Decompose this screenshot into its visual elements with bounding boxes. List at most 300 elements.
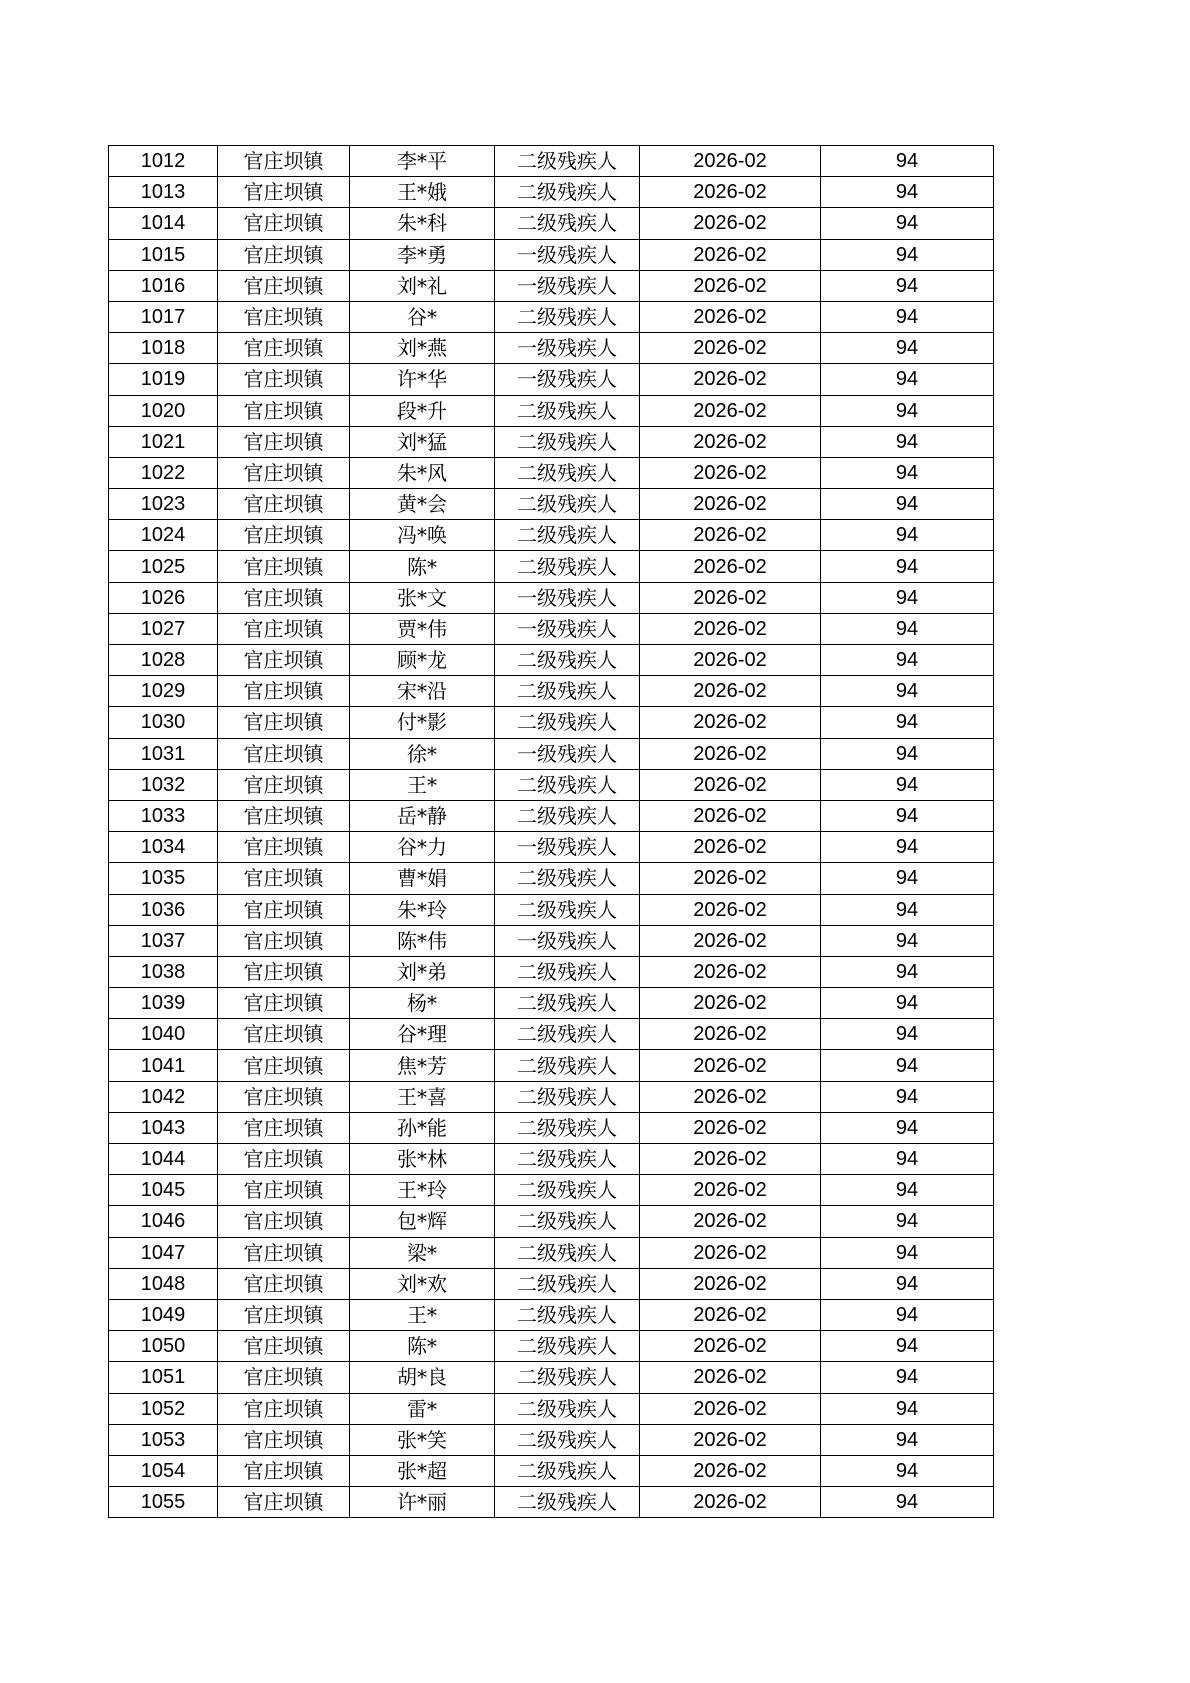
amount-cell: 94 (821, 582, 994, 613)
month-cell: 2026-02 (640, 1299, 821, 1330)
town-cell: 官庄坝镇 (218, 1362, 350, 1393)
person-name-cell: 张*林 (350, 1144, 495, 1175)
disability-level-cell: 一级残疾人 (495, 270, 640, 301)
amount-cell: 94 (821, 676, 994, 707)
town-cell: 官庄坝镇 (218, 146, 350, 177)
table-row (109, 863, 994, 894)
month-cell: 2026-02 (640, 364, 821, 395)
person-name-cell: 张*超 (350, 1455, 495, 1486)
town-cell: 官庄坝镇 (218, 1331, 350, 1362)
town-cell: 官庄坝镇 (218, 1268, 350, 1299)
month-cell: 2026-02 (640, 613, 821, 644)
month-cell: 2026-02 (640, 894, 821, 925)
table-row (109, 301, 994, 332)
person-name-cell: 徐* (350, 738, 495, 769)
amount-cell: 94 (821, 988, 994, 1019)
month-cell: 2026-02 (640, 270, 821, 301)
town-cell: 官庄坝镇 (218, 645, 350, 676)
amount-cell: 94 (821, 489, 994, 520)
serial-number-cell: 1016 (109, 270, 218, 301)
serial-number-cell: 1052 (109, 1393, 218, 1424)
table-row (109, 426, 994, 457)
month-cell: 2026-02 (640, 1175, 821, 1206)
table-row (109, 1393, 994, 1424)
table-row (109, 956, 994, 987)
person-name-cell: 刘*礼 (350, 270, 495, 301)
disability-level-cell: 二级残疾人 (495, 301, 640, 332)
town-cell: 官庄坝镇 (218, 956, 350, 987)
disability-level-cell: 二级残疾人 (495, 800, 640, 831)
amount-cell: 94 (821, 707, 994, 738)
town-cell: 官庄坝镇 (218, 1455, 350, 1486)
month-cell: 2026-02 (640, 146, 821, 177)
town-cell: 官庄坝镇 (218, 582, 350, 613)
person-name-cell: 刘*燕 (350, 333, 495, 364)
town-cell: 官庄坝镇 (218, 1206, 350, 1237)
person-name-cell: 包*辉 (350, 1206, 495, 1237)
serial-number-cell: 1040 (109, 1019, 218, 1050)
serial-number-cell: 1023 (109, 489, 218, 520)
serial-number-cell: 1021 (109, 426, 218, 457)
town-cell: 官庄坝镇 (218, 1393, 350, 1424)
town-cell: 官庄坝镇 (218, 270, 350, 301)
month-cell: 2026-02 (640, 956, 821, 987)
month-cell: 2026-02 (640, 676, 821, 707)
amount-cell: 94 (821, 832, 994, 863)
person-name-cell: 王*娥 (350, 177, 495, 208)
serial-number-cell: 1033 (109, 800, 218, 831)
month-cell: 2026-02 (640, 333, 821, 364)
amount-cell: 94 (821, 1144, 994, 1175)
disability-level-cell: 一级残疾人 (495, 239, 640, 270)
amount-cell: 94 (821, 894, 994, 925)
person-name-cell: 贾*伟 (350, 613, 495, 644)
amount-cell: 94 (821, 1331, 994, 1362)
table-row (109, 520, 994, 551)
disability-level-cell: 二级残疾人 (495, 769, 640, 800)
town-cell: 官庄坝镇 (218, 1299, 350, 1330)
town-cell: 官庄坝镇 (218, 925, 350, 956)
month-cell: 2026-02 (640, 426, 821, 457)
month-cell: 2026-02 (640, 800, 821, 831)
amount-cell: 94 (821, 1206, 994, 1237)
serial-number-cell: 1050 (109, 1331, 218, 1362)
table-row (109, 1050, 994, 1081)
person-name-cell: 段*升 (350, 395, 495, 426)
serial-number-cell: 1022 (109, 457, 218, 488)
town-cell: 官庄坝镇 (218, 1050, 350, 1081)
table-row (109, 582, 994, 613)
month-cell: 2026-02 (640, 1144, 821, 1175)
serial-number-cell: 1019 (109, 364, 218, 395)
table-row (109, 208, 994, 239)
month-cell: 2026-02 (640, 1393, 821, 1424)
serial-number-cell: 1012 (109, 146, 218, 177)
disability-level-cell: 二级残疾人 (495, 1424, 640, 1455)
disability-level-cell: 二级残疾人 (495, 177, 640, 208)
disability-level-cell: 二级残疾人 (495, 1144, 640, 1175)
disability-level-cell: 二级残疾人 (495, 1081, 640, 1112)
serial-number-cell: 1036 (109, 894, 218, 925)
serial-number-cell: 1049 (109, 1299, 218, 1330)
town-cell: 官庄坝镇 (218, 707, 350, 738)
table-row (109, 395, 994, 426)
table-row (109, 1175, 994, 1206)
serial-number-cell: 1025 (109, 551, 218, 582)
amount-cell: 94 (821, 1487, 994, 1518)
town-cell: 官庄坝镇 (218, 395, 350, 426)
month-cell: 2026-02 (640, 707, 821, 738)
table-row (109, 1455, 994, 1486)
disability-level-cell: 二级残疾人 (495, 988, 640, 1019)
person-name-cell: 张*笑 (350, 1424, 495, 1455)
table-row (109, 645, 994, 676)
town-cell: 官庄坝镇 (218, 1424, 350, 1455)
person-name-cell: 付*影 (350, 707, 495, 738)
serial-number-cell: 1032 (109, 769, 218, 800)
serial-number-cell: 1047 (109, 1237, 218, 1268)
town-cell: 官庄坝镇 (218, 520, 350, 551)
amount-cell: 94 (821, 1268, 994, 1299)
table-row (109, 894, 994, 925)
month-cell: 2026-02 (640, 769, 821, 800)
serial-number-cell: 1039 (109, 988, 218, 1019)
serial-number-cell: 1053 (109, 1424, 218, 1455)
month-cell: 2026-02 (640, 1455, 821, 1486)
person-name-cell: 谷* (350, 301, 495, 332)
month-cell: 2026-02 (640, 988, 821, 1019)
person-name-cell: 宋*沿 (350, 676, 495, 707)
amount-cell: 94 (821, 239, 994, 270)
month-cell: 2026-02 (640, 1019, 821, 1050)
month-cell: 2026-02 (640, 738, 821, 769)
serial-number-cell: 1020 (109, 395, 218, 426)
town-cell: 官庄坝镇 (218, 457, 350, 488)
table-row (109, 1362, 994, 1393)
town-cell: 官庄坝镇 (218, 769, 350, 800)
person-name-cell: 陈* (350, 551, 495, 582)
month-cell: 2026-02 (640, 177, 821, 208)
month-cell: 2026-02 (640, 551, 821, 582)
serial-number-cell: 1035 (109, 863, 218, 894)
amount-cell: 94 (821, 426, 994, 457)
month-cell: 2026-02 (640, 582, 821, 613)
town-cell: 官庄坝镇 (218, 676, 350, 707)
person-name-cell: 冯*唤 (350, 520, 495, 551)
person-name-cell: 顾*龙 (350, 645, 495, 676)
table-row (109, 1206, 994, 1237)
person-name-cell: 朱*科 (350, 208, 495, 239)
month-cell: 2026-02 (640, 1331, 821, 1362)
town-cell: 官庄坝镇 (218, 738, 350, 769)
person-name-cell: 刘*欢 (350, 1268, 495, 1299)
serial-number-cell: 1029 (109, 676, 218, 707)
person-name-cell: 谷*理 (350, 1019, 495, 1050)
month-cell: 2026-02 (640, 1112, 821, 1143)
person-name-cell: 陈*伟 (350, 925, 495, 956)
amount-cell: 94 (821, 146, 994, 177)
table-row (109, 177, 994, 208)
town-cell: 官庄坝镇 (218, 208, 350, 239)
table-row (109, 738, 994, 769)
person-name-cell: 岳*静 (350, 800, 495, 831)
amount-cell: 94 (821, 1050, 994, 1081)
amount-cell: 94 (821, 1237, 994, 1268)
amount-cell: 94 (821, 738, 994, 769)
person-name-cell: 李*勇 (350, 239, 495, 270)
table-row (109, 489, 994, 520)
table-row (109, 769, 994, 800)
disability-level-cell: 一级残疾人 (495, 613, 640, 644)
table-row (109, 551, 994, 582)
month-cell: 2026-02 (640, 395, 821, 426)
serial-number-cell: 1037 (109, 925, 218, 956)
month-cell: 2026-02 (640, 832, 821, 863)
roster-table-body (109, 146, 994, 1518)
disability-level-cell: 二级残疾人 (495, 894, 640, 925)
serial-number-cell: 1031 (109, 738, 218, 769)
serial-number-cell: 1015 (109, 239, 218, 270)
serial-number-cell: 1045 (109, 1175, 218, 1206)
serial-number-cell: 1013 (109, 177, 218, 208)
town-cell: 官庄坝镇 (218, 800, 350, 831)
disability-level-cell: 二级残疾人 (495, 426, 640, 457)
disability-level-cell: 二级残疾人 (495, 863, 640, 894)
amount-cell: 94 (821, 1299, 994, 1330)
amount-cell: 94 (821, 301, 994, 332)
table-row (109, 988, 994, 1019)
amount-cell: 94 (821, 1455, 994, 1486)
disability-level-cell: 二级残疾人 (495, 1237, 640, 1268)
town-cell: 官庄坝镇 (218, 1487, 350, 1518)
town-cell: 官庄坝镇 (218, 426, 350, 457)
disability-level-cell: 二级残疾人 (495, 1299, 640, 1330)
town-cell: 官庄坝镇 (218, 1237, 350, 1268)
town-cell: 官庄坝镇 (218, 364, 350, 395)
month-cell: 2026-02 (640, 1424, 821, 1455)
table-row (109, 239, 994, 270)
disability-level-cell: 二级残疾人 (495, 1175, 640, 1206)
town-cell: 官庄坝镇 (218, 832, 350, 863)
disability-level-cell: 一级残疾人 (495, 738, 640, 769)
subsidy-roster-table (108, 145, 994, 1518)
amount-cell: 94 (821, 769, 994, 800)
table-row (109, 333, 994, 364)
amount-cell: 94 (821, 551, 994, 582)
table-row (109, 1112, 994, 1143)
month-cell: 2026-02 (640, 239, 821, 270)
person-name-cell: 刘*弟 (350, 956, 495, 987)
person-name-cell: 杨* (350, 988, 495, 1019)
amount-cell: 94 (821, 800, 994, 831)
table-row (109, 676, 994, 707)
serial-number-cell: 1030 (109, 707, 218, 738)
month-cell: 2026-02 (640, 1362, 821, 1393)
serial-number-cell: 1048 (109, 1268, 218, 1299)
amount-cell: 94 (821, 208, 994, 239)
person-name-cell: 谷*力 (350, 832, 495, 863)
serial-number-cell: 1041 (109, 1050, 218, 1081)
town-cell: 官庄坝镇 (218, 894, 350, 925)
amount-cell: 94 (821, 1393, 994, 1424)
person-name-cell: 黄*会 (350, 489, 495, 520)
table-row (109, 270, 994, 301)
serial-number-cell: 1028 (109, 645, 218, 676)
disability-level-cell: 一级残疾人 (495, 582, 640, 613)
serial-number-cell: 1055 (109, 1487, 218, 1518)
month-cell: 2026-02 (640, 1487, 821, 1518)
disability-level-cell: 二级残疾人 (495, 1455, 640, 1486)
person-name-cell: 许*丽 (350, 1487, 495, 1518)
table-row (109, 457, 994, 488)
table-row (109, 925, 994, 956)
table-row (109, 832, 994, 863)
month-cell: 2026-02 (640, 1081, 821, 1112)
disability-level-cell: 二级残疾人 (495, 1206, 640, 1237)
person-name-cell: 李*平 (350, 146, 495, 177)
disability-level-cell: 二级残疾人 (495, 146, 640, 177)
disability-level-cell: 二级残疾人 (495, 1019, 640, 1050)
disability-level-cell: 二级残疾人 (495, 1050, 640, 1081)
town-cell: 官庄坝镇 (218, 301, 350, 332)
month-cell: 2026-02 (640, 1050, 821, 1081)
town-cell: 官庄坝镇 (218, 1019, 350, 1050)
disability-level-cell: 二级残疾人 (495, 707, 640, 738)
amount-cell: 94 (821, 613, 994, 644)
disability-level-cell: 二级残疾人 (495, 395, 640, 426)
table-row (109, 1487, 994, 1518)
amount-cell: 94 (821, 863, 994, 894)
town-cell: 官庄坝镇 (218, 239, 350, 270)
table-row (109, 1019, 994, 1050)
table-row (109, 1268, 994, 1299)
month-cell: 2026-02 (640, 1268, 821, 1299)
person-name-cell: 王*玲 (350, 1175, 495, 1206)
town-cell: 官庄坝镇 (218, 1081, 350, 1112)
table-row (109, 1237, 994, 1268)
amount-cell: 94 (821, 1175, 994, 1206)
town-cell: 官庄坝镇 (218, 551, 350, 582)
month-cell: 2026-02 (640, 1237, 821, 1268)
person-name-cell: 王* (350, 1299, 495, 1330)
serial-number-cell: 1042 (109, 1081, 218, 1112)
table-row (109, 1299, 994, 1330)
amount-cell: 94 (821, 177, 994, 208)
disability-level-cell: 二级残疾人 (495, 956, 640, 987)
table-row (109, 364, 994, 395)
month-cell: 2026-02 (640, 457, 821, 488)
amount-cell: 94 (821, 1081, 994, 1112)
town-cell: 官庄坝镇 (218, 177, 350, 208)
disability-level-cell: 二级残疾人 (495, 1393, 640, 1424)
amount-cell: 94 (821, 270, 994, 301)
person-name-cell: 刘*猛 (350, 426, 495, 457)
month-cell: 2026-02 (640, 301, 821, 332)
person-name-cell: 雷* (350, 1393, 495, 1424)
amount-cell: 94 (821, 956, 994, 987)
month-cell: 2026-02 (640, 520, 821, 551)
month-cell: 2026-02 (640, 208, 821, 239)
town-cell: 官庄坝镇 (218, 489, 350, 520)
person-name-cell: 许*华 (350, 364, 495, 395)
serial-number-cell: 1034 (109, 832, 218, 863)
serial-number-cell: 1027 (109, 613, 218, 644)
town-cell: 官庄坝镇 (218, 1175, 350, 1206)
serial-number-cell: 1018 (109, 333, 218, 364)
disability-level-cell: 一级残疾人 (495, 333, 640, 364)
amount-cell: 94 (821, 457, 994, 488)
disability-level-cell: 二级残疾人 (495, 520, 640, 551)
serial-number-cell: 1051 (109, 1362, 218, 1393)
serial-number-cell: 1017 (109, 301, 218, 332)
person-name-cell: 朱*风 (350, 457, 495, 488)
table-row (109, 1081, 994, 1112)
disability-level-cell: 一级残疾人 (495, 925, 640, 956)
person-name-cell: 胡*良 (350, 1362, 495, 1393)
town-cell: 官庄坝镇 (218, 863, 350, 894)
disability-level-cell: 二级残疾人 (495, 645, 640, 676)
disability-level-cell: 一级残疾人 (495, 364, 640, 395)
table-row (109, 1144, 994, 1175)
person-name-cell: 王* (350, 769, 495, 800)
amount-cell: 94 (821, 645, 994, 676)
disability-level-cell: 二级残疾人 (495, 676, 640, 707)
month-cell: 2026-02 (640, 925, 821, 956)
disability-level-cell: 二级残疾人 (495, 457, 640, 488)
serial-number-cell: 1043 (109, 1112, 218, 1143)
town-cell: 官庄坝镇 (218, 1144, 350, 1175)
disability-level-cell: 二级残疾人 (495, 489, 640, 520)
disability-level-cell: 二级残疾人 (495, 1487, 640, 1518)
person-name-cell: 朱*玲 (350, 894, 495, 925)
amount-cell: 94 (821, 395, 994, 426)
table-row (109, 800, 994, 831)
serial-number-cell: 1054 (109, 1455, 218, 1486)
town-cell: 官庄坝镇 (218, 988, 350, 1019)
serial-number-cell: 1046 (109, 1206, 218, 1237)
amount-cell: 94 (821, 333, 994, 364)
person-name-cell: 焦*芳 (350, 1050, 495, 1081)
serial-number-cell: 1024 (109, 520, 218, 551)
disability-level-cell: 二级残疾人 (495, 1331, 640, 1362)
disability-level-cell: 二级残疾人 (495, 208, 640, 239)
person-name-cell: 曹*娟 (350, 863, 495, 894)
amount-cell: 94 (821, 520, 994, 551)
serial-number-cell: 1038 (109, 956, 218, 987)
disability-level-cell: 二级残疾人 (495, 1268, 640, 1299)
amount-cell: 94 (821, 1019, 994, 1050)
person-name-cell: 陈* (350, 1331, 495, 1362)
person-name-cell: 梁* (350, 1237, 495, 1268)
month-cell: 2026-02 (640, 1206, 821, 1237)
table-row (109, 613, 994, 644)
amount-cell: 94 (821, 1362, 994, 1393)
disability-level-cell: 二级残疾人 (495, 1112, 640, 1143)
amount-cell: 94 (821, 1112, 994, 1143)
table-row (109, 707, 994, 738)
table-row (109, 146, 994, 177)
disability-level-cell: 二级残疾人 (495, 551, 640, 582)
month-cell: 2026-02 (640, 489, 821, 520)
table-row (109, 1331, 994, 1362)
person-name-cell: 孙*能 (350, 1112, 495, 1143)
disability-level-cell: 二级残疾人 (495, 1362, 640, 1393)
town-cell: 官庄坝镇 (218, 613, 350, 644)
town-cell: 官庄坝镇 (218, 333, 350, 364)
person-name-cell: 张*文 (350, 582, 495, 613)
amount-cell: 94 (821, 364, 994, 395)
table-row (109, 1424, 994, 1455)
